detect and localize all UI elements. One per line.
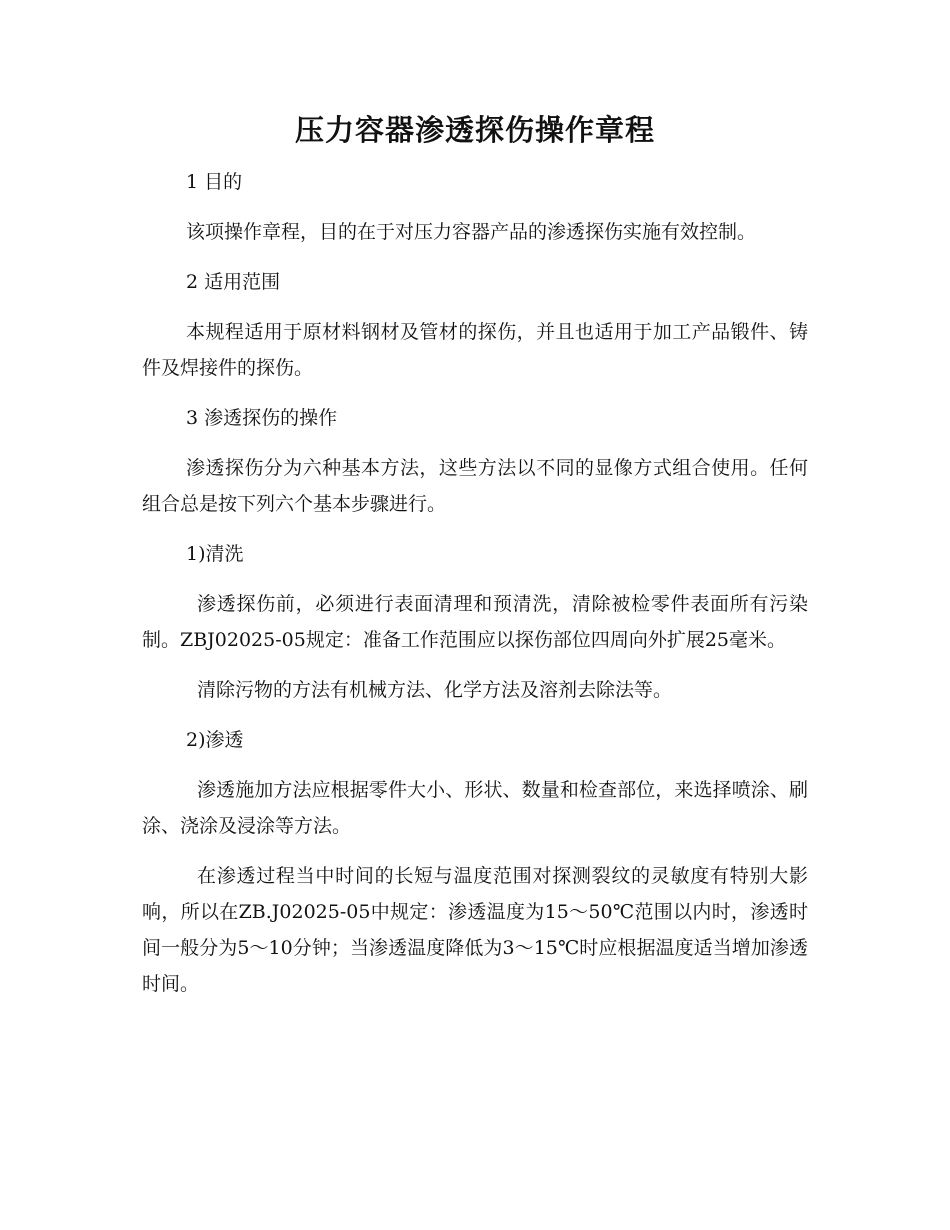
section-heading-scope: 2 适用范围 [186, 271, 281, 293]
paragraph: 在渗透过程当中时间的长短与温度范围对探测裂纹的灵敏度有特别大影响，所以在ZB.J02025-05中规定：渗透温度为15～50℃范围以内时，渗透时间一般分为5～10分钟；当渗透温度降低为3～15℃时应根据温度适当增加渗透时间。 [142, 865, 808, 995]
section-heading-operation: 3 渗透探伤的操作 [186, 407, 338, 429]
subheading-cleaning: 1)清洗 [186, 543, 244, 565]
section-heading-purpose: 1 目的 [186, 171, 243, 193]
document-body [142, 164, 808, 1002]
paragraph: 渗透施加方法应根据零件大小、形状、数量和检查部位，来选择喷涂、刷涂、浇涂及浸涂等方法。 [142, 779, 808, 837]
paragraph: 本规程适用于原材料钢材及管材的探伤，并且也适用于加工产品锻件、铸件及焊接件的探伤。 [142, 321, 808, 379]
document-title: 压力容器渗透探伤操作章程 [294, 113, 655, 147]
subheading-penetration: 2)渗透 [186, 729, 244, 751]
paragraph: 渗透探伤前，必须进行表面清理和预清洗，清除被检零件表面所有污染制。ZBJ02025-05规定：准备工作范围应以探伤部位四周向外扩展25毫米。 [142, 593, 808, 651]
paragraph: 清除污物的方法有机械方法、化学方法及溶剂去除法等。 [197, 679, 673, 701]
paragraph: 该项操作章程，目的在于对压力容器产品的渗透探伤实施有效控制。 [186, 221, 757, 243]
paragraph: 渗透探伤分为六种基本方法，这些方法以不同的显像方式组合使用。任何组合总是按下列六个基本步骤进行。 [142, 457, 808, 515]
